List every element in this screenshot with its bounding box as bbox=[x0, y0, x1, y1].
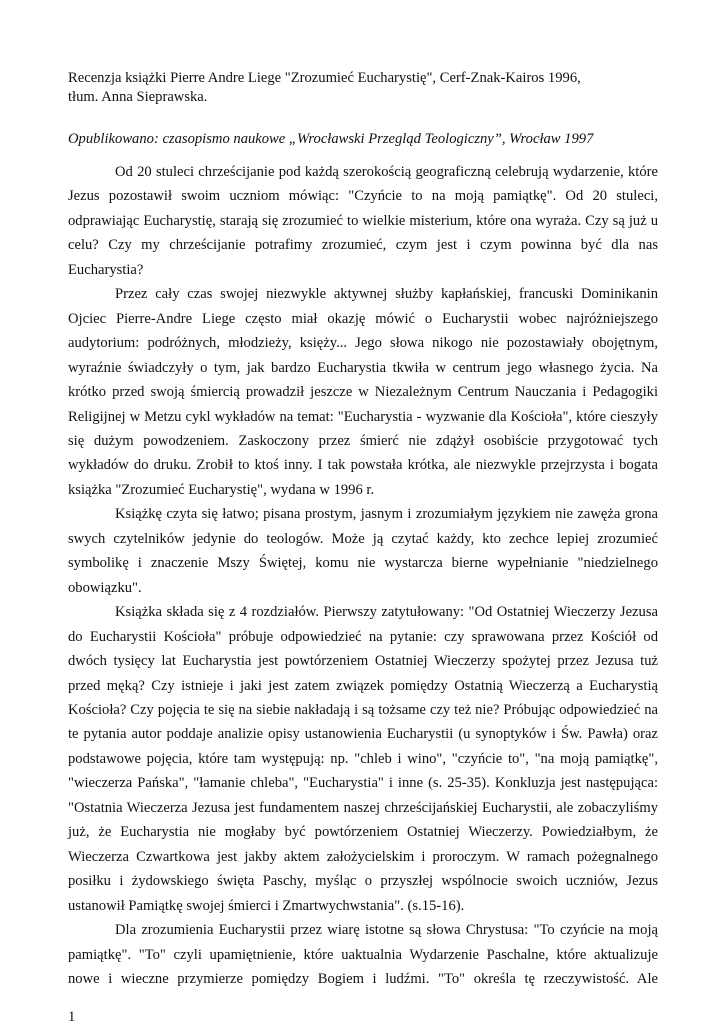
paragraph-line: już, że Eucharystia nie mogłaby być powtórzeniem Ostatniej Wieczerzy. Powiedziałbym, że bbox=[68, 824, 658, 841]
paragraph bbox=[68, 282, 658, 502]
paragraph-line: "wieczerza Pańska", "łamanie chleba", "Eucharystia" i inne (s. 25-35). Konkluzja jest następująca: bbox=[68, 775, 658, 792]
paragraph-line: pamiątkę". "To" czyli upamiętnienie, które uaktualnia Wydarzenie Paschalne, które aktualizuje bbox=[68, 946, 658, 963]
paragraph-line: Jezus pozostawił swoim uczniom mówiąc: "Czyńcie to na moją pamiątkę". Od 20 stuleci, bbox=[68, 188, 658, 205]
paragraph-line: ustanowił Pamiątkę swojej śmierci i Zmartwychwstania". (s.15-16). bbox=[68, 897, 465, 914]
paragraph-line: swych czytelników jedynie do teologów. Może ją czytać każdy, kto zechce lepiej zrozumieć bbox=[68, 530, 658, 547]
paragraph-line: do Eucharystii Kościoła" próbuje odpowiedzieć na pytanie: czy sprawowana przez Kościół od bbox=[68, 628, 658, 645]
paragraph bbox=[68, 160, 658, 282]
review-header bbox=[68, 69, 658, 107]
paragraph-line: posiłku i żydowskiego święta Paschy, myśląc o przyszłej wspólnocie swoich uczniów, Jezus bbox=[68, 873, 658, 890]
header-line: tłum. Anna Sieprawska. bbox=[68, 89, 208, 105]
paragraph-line: Kościoła? Czy pojęcia te się na siebie nakładają i są tożsame czy też nie? Próbując odpowiedzieć na bbox=[68, 701, 658, 718]
document-body bbox=[68, 160, 658, 991]
paragraph-line: wyraźnie świadczyły o tym, jak bardzo Eucharystia tkwiła w centrum jego własnego życia. Na bbox=[68, 359, 658, 376]
paragraph bbox=[68, 502, 658, 600]
paragraph-line: obowiązku". bbox=[68, 579, 142, 596]
paragraph-line: celu? Czy my chrześcijanie potrafimy zrozumieć, czym jest i czym powinna być dla nas bbox=[68, 237, 658, 254]
publication-note: Opublikowano: czasopismo naukowe „Wrocławski Przegląd Teologiczny”, Wrocław 1997 bbox=[68, 131, 594, 147]
paragraph-line: "Ostatnia Wieczerza Jezusa jest fundamentem naszej chrześcijańskiej Eucharystii, ale zobaczyliśmy bbox=[68, 799, 658, 816]
paragraph bbox=[68, 600, 658, 918]
paragraph-line: Ojciec Pierre-Andre Liege często miał okazję mówić o Eucharystii wobec najróżniejszego bbox=[68, 310, 658, 327]
header-line: Recenzja książki Pierre Andre Liege "Zrozumieć Eucharystię", Cerf-Znak-Kairos 1996, bbox=[68, 70, 581, 86]
paragraph-line: nowe i wieczne przymierze pomiędzy Bogiem i ludźmi. "To" określa tę rzeczywistość. Ale bbox=[68, 970, 658, 987]
paragraph-line: się dużym powodzeniem. Zaskoczony przez śmierć nie zdążył osobiście przygotować tych bbox=[68, 432, 658, 449]
paragraph-line: dwóch tysięcy lat Eucharystia jest powtórzeniem Ostatniej Wieczerzy spożytej przez Jezusa tuż bbox=[68, 653, 658, 670]
paragraph-line: Dla zrozumienia Eucharystii przez wiarę istotne są słowa Chrystusa: "To czyńcie na moją bbox=[115, 922, 658, 939]
paragraph-line: przed męką? Czy istnieje i jaki jest zatem związek pomiędzy Ostatnią Wieczerzą a Eucharystią bbox=[68, 677, 658, 694]
paragraph-line: podstawowe pojęcia, które tam występują: np. "chleb i wino", "czyńcie to", "na moją pamiątkę", bbox=[68, 750, 658, 767]
paragraph-line: Książka składa się z 4 rozdziałów. Pierwszy zatytułowany: "Od Ostatniej Wieczerzy Jezusa bbox=[115, 604, 658, 621]
paragraph-line: wykładów do druku. Zrobił to ktoś inny. I tak powstała krótka, ale niezwykle przejrzysta i bogata bbox=[68, 457, 658, 474]
page-number: 1 bbox=[68, 1009, 76, 1026]
paragraph-line: audytorium: podróżnych, młodzieży, księży... Jego słowa nikogo nie pozostawiały obojętnym, bbox=[68, 335, 658, 352]
paragraph-line: książka "Zrozumieć Eucharystię", wydana w 1996 r. bbox=[68, 481, 375, 498]
paragraph-line: Eucharystia? bbox=[68, 261, 144, 278]
paragraph-line: te pytania autor poddaje analizie opisy ustanowienia Eucharystii (u synoptyków i Św. Pawła) oraz bbox=[68, 726, 658, 743]
paragraph-line: Od 20 stuleci chrześcijanie pod każdą szerokością geograficzną celebrują wydarzenie, które bbox=[115, 164, 658, 180]
paragraph-line: symbolikę i znaczenie Mszy Świętej, komu nie wystarcza bierne wypełnianie "niedzielnego bbox=[68, 555, 658, 572]
paragraph-line: krótko przed swoją śmiercią prowadził jeszcze w Niezależnym Centrum Nauczania i Pedagogiki bbox=[68, 384, 658, 401]
paragraph bbox=[68, 918, 658, 991]
paragraph-line: Wieczerza Czwartkowa jest jakby aktem założycielskim i proroczym. W ramach pożegnalnego bbox=[68, 848, 658, 865]
document-page bbox=[68, 0, 658, 1027]
paragraph-line: Przez cały czas swojej niezwykle aktywnej służby kapłańskiej, francuski Dominikanin bbox=[115, 286, 658, 303]
paragraph-line: odprawiając Eucharystię, starają się zrozumieć to wielkie misterium, które ona wyraża. Czy są już u bbox=[68, 212, 658, 229]
paragraph-line: Książkę czyta się łatwo; pisana prostym, jasnym i zrozumiałym językiem nie zawęża grona bbox=[115, 506, 658, 523]
paragraph-line: Religijnej w Metzu cykl wykładów na temat: "Eucharystia - wyzwanie dla Kościoła", które cieszyły bbox=[68, 408, 658, 425]
